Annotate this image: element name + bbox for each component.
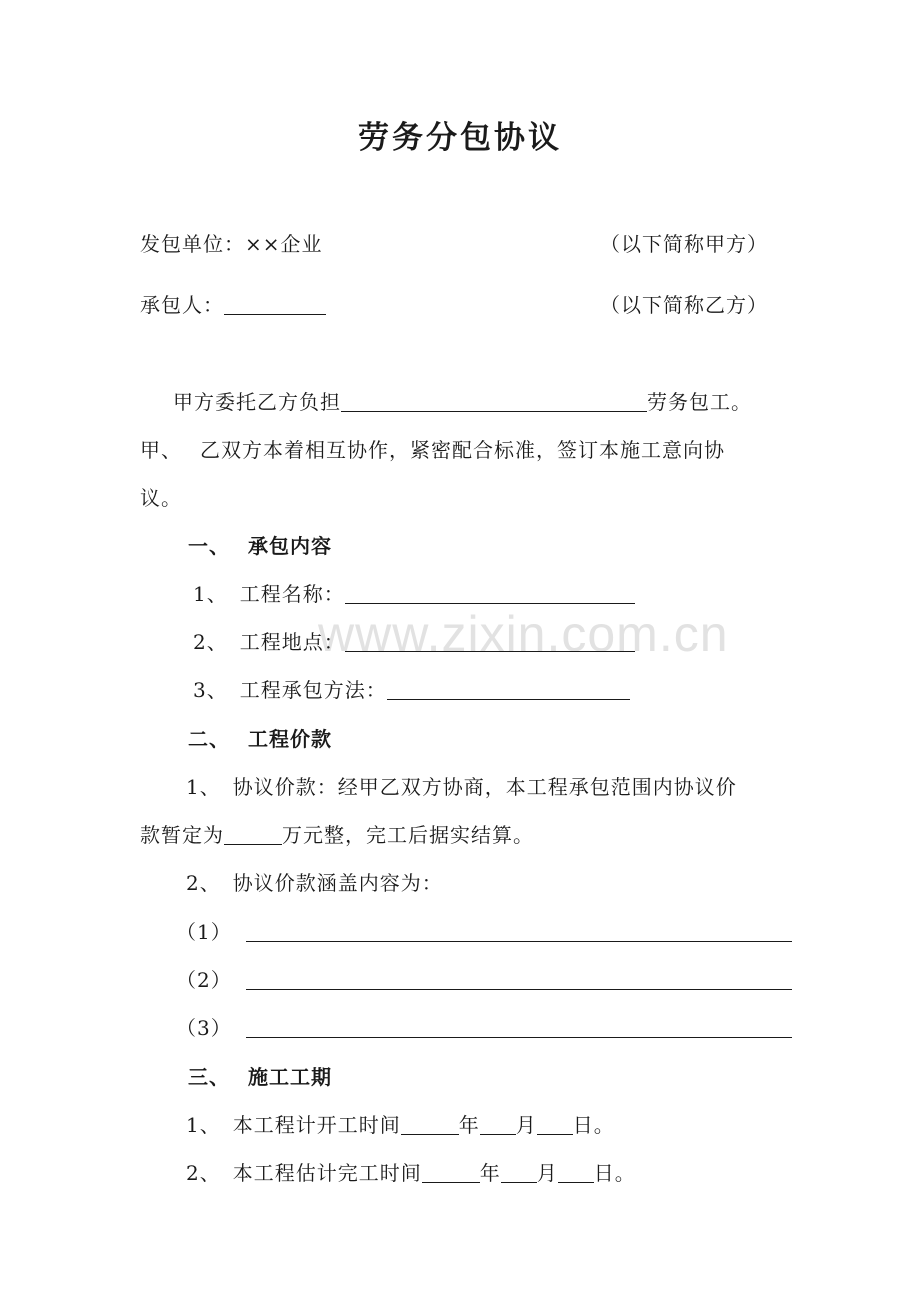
watermark: www.zixin.com.cn	[318, 606, 729, 662]
start-month-label: 月	[515, 1113, 537, 1137]
contractor-line	[140, 291, 326, 319]
item-num: 1、	[186, 1113, 221, 1137]
project-location-item	[193, 628, 635, 656]
agreement-price-line	[186, 773, 737, 801]
price-scope-text: 协议价款涵盖内容为：	[232, 871, 443, 895]
item-num: 2、	[186, 871, 221, 895]
section-2-title: 工程价款	[248, 727, 332, 751]
intro-line-2-b: 乙双方本着相互协作，紧密配合标准，签订本施工意向协	[200, 438, 725, 462]
price-amount-blank	[224, 822, 282, 845]
start-year-label: 年	[458, 1113, 480, 1137]
end-month-label: 月	[536, 1161, 558, 1185]
contractor-label: 承包人：	[140, 293, 224, 317]
end-day-blank	[558, 1160, 594, 1183]
scope-subitem-3	[176, 1014, 792, 1042]
price-suffix: 万元整，完工后据实结算。	[282, 823, 534, 847]
employer-label: 发包单位：××企业	[140, 232, 323, 256]
item-num: 2、	[193, 630, 228, 654]
start-year-blank	[401, 1112, 459, 1135]
contract-method-blank	[387, 677, 630, 700]
subitem-num: （2）	[176, 968, 232, 992]
scope-subitem-1	[176, 918, 792, 946]
section-3-title: 施工工期	[248, 1065, 332, 1089]
end-year-label: 年	[479, 1161, 501, 1185]
item-num: 1、	[186, 775, 221, 799]
end-date-line	[186, 1159, 636, 1187]
section-2-heading	[188, 725, 332, 753]
start-month-blank	[480, 1112, 516, 1135]
intro-line-3: 议。	[140, 486, 182, 510]
scope-subitem-2	[176, 966, 792, 994]
project-name-item	[193, 580, 635, 608]
section-3-heading	[188, 1063, 332, 1091]
intro-prefix: 甲方委托乙方负担	[173, 390, 341, 414]
intro-suffix: 劳务包工。	[647, 390, 752, 414]
price-scope-line	[186, 869, 443, 897]
project-location-blank	[345, 629, 635, 652]
subitem-num: （1）	[176, 920, 232, 944]
project-name-label: 工程名称：	[239, 582, 345, 606]
agreement-price-text: 协议价款：经甲乙双方协商，本工程承包范围内协议价	[232, 775, 737, 799]
document-title: 劳务分包协议	[358, 120, 562, 156]
start-date-line	[186, 1111, 615, 1139]
start-day-label: 日。	[572, 1113, 615, 1137]
subitem-num: （3）	[176, 1016, 232, 1040]
contractor-blank	[224, 292, 326, 315]
employer-line	[140, 230, 323, 258]
end-year-blank	[422, 1160, 480, 1183]
intro-line-2-a: 甲、	[140, 438, 182, 462]
scope-blank-1	[246, 919, 792, 942]
end-month-blank	[501, 1160, 537, 1183]
section-1-title: 承包内容	[248, 534, 332, 558]
start-day-blank	[537, 1112, 573, 1135]
employer-note: （以下简称甲方）	[600, 232, 768, 256]
intro-line-1	[173, 388, 752, 416]
end-date-text: 本工程估计完工时间	[232, 1161, 422, 1185]
section-1-num: 一、	[188, 534, 230, 558]
price-prefix: 款暂定为	[140, 823, 224, 847]
section-2-num: 二、	[188, 727, 230, 751]
labor-scope-blank	[341, 389, 647, 412]
contractor-note: （以下简称乙方）	[600, 293, 768, 317]
agreement-price-cont	[140, 821, 534, 849]
section-3-num: 三、	[188, 1065, 230, 1089]
intro-line-2	[140, 436, 725, 464]
project-location-label: 工程地点：	[239, 630, 345, 654]
contract-method-item	[193, 676, 630, 704]
scope-blank-3	[246, 1015, 792, 1038]
item-num: 3、	[193, 678, 228, 702]
end-day-label: 日。	[593, 1161, 636, 1185]
contract-method-label: 工程承包方法：	[239, 678, 387, 702]
project-name-blank	[345, 581, 635, 604]
item-num: 1、	[193, 582, 228, 606]
item-num: 2、	[186, 1161, 221, 1185]
start-date-text: 本工程计开工时间	[232, 1113, 401, 1137]
section-1-heading	[188, 532, 332, 560]
scope-blank-2	[246, 967, 792, 990]
